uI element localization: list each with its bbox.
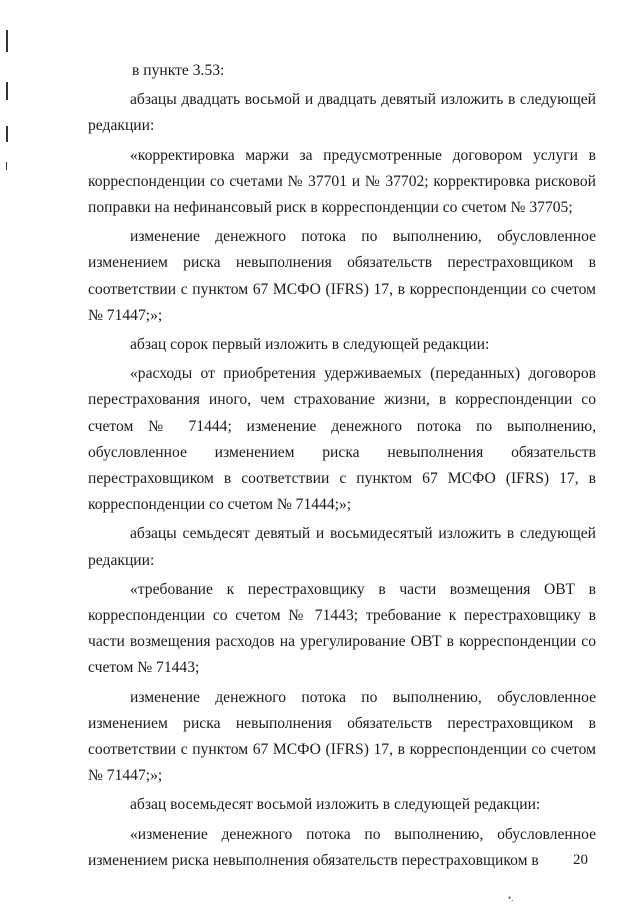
binding-mark-1: [6, 30, 8, 52]
paragraph: «требование к перестраховщику в части возмещения ОВТ в корреспонденции со счетом № 71443; требование к перестраховщику в части возмещения расходов на урегулирование ОВТ в корреспонденции со счетом № 71443;: [88, 580, 596, 677]
page-number: 20: [573, 852, 588, 868]
scan-artifact: •.: [508, 893, 514, 903]
paragraph: изменение денежного потока по выполнению, обусловленное изменением риска невыполнения обязательств перестраховщиком в соответствии с пунктом 67 МСФО (IFRS) 17, в корреспонденции со счетом № 71447;»;: [88, 688, 596, 785]
paragraph: «расходы от приобретения удерживаемых (переданных) договоров перестрахования иного, чем страхование жизни, в корреспонденции со счетом № 71444; изменение денежного потока по выполнению, обусловленное изменением риска невыполнения обязательств перестраховщиком в соответствии с пунктом 67 МСФО (IFRS) 17, в корреспонденции со счетом № 71444;»;: [88, 365, 596, 514]
paragraph: абзац сорок первый изложить в следующей редакции:: [130, 336, 490, 354]
paragraph: «изменение денежного потока по выполнению, обусловленное изменением риска невыполнения обязательств перестраховщиком в: [88, 825, 596, 869]
document-body: [88, 58, 596, 877]
paragraph: абзац восемьдесят восьмой изложить в следующей редакции:: [130, 796, 541, 814]
paragraph: «корректировка маржи за предусмотренные договором услуги в корреспонденции со счетами № 37701 и № 37702; корректировка рисковой поправки на нефинансовый риск в корреспонденции со счетом № 37705;: [88, 146, 596, 217]
binding-mark-2: [6, 82, 8, 100]
paragraph: абзацы двадцать восьмой и двадцать девятый изложить в следующей редакции:: [88, 91, 596, 135]
paragraph: абзацы семьдесят девятый и восьмидесятый изложить в следующей редакции:: [88, 525, 596, 569]
paragraph: изменение денежного потока по выполнению, обусловленное изменением риска невыполнения обязательств перестраховщиком в соответствии с пунктом 67 МСФО (IFRS) 17, в корреспонденции со счетом № 71447;»;: [88, 228, 596, 324]
paragraph: в пункте 3.53:: [132, 62, 225, 79]
binding-mark-3: [6, 126, 8, 142]
binding-mark-4: [6, 162, 7, 170]
